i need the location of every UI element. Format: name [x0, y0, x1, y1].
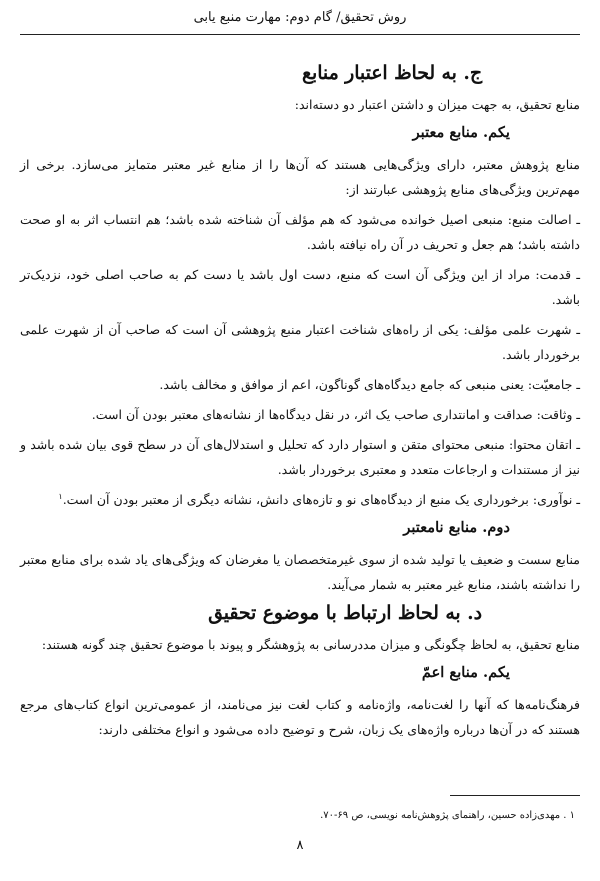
footnote: ۱ . مهدی‌زاده حسین، راهنمای پژوهش‌نامه نویسی، ص ۶۹-۷۰. [320, 810, 575, 821]
paragraph-credibility-intro: منابع تحقیق، به جهت میزان و داشتن اعتبار دو دسته‌اند: [294, 97, 580, 112]
subheading-general-sources: یکم. منابع اعمّ [421, 664, 510, 681]
paragraph-relevance-intro: منابع تحقیق، به لحاظ چگونگی و میزان مددرسانی به پژوهشگر و پیوند با موضوع تحقیق چند گونه هستند: [41, 637, 580, 652]
footnote-rule [450, 795, 580, 796]
list-item-comprehensiveness: ـ جامعیّت: یعنی منبعی که جامع دیدگاه‌های گوناگون، اعم از موافق و مخالف باشد. [159, 377, 580, 392]
page-number: ۸ [296, 838, 304, 853]
list-item-innovation [20, 487, 580, 512]
paragraph-uncredible-sources: منابع سست و ضعیف یا تولید شده از سوی غیرمتخصصان یا مغرضان که ویژگی‌های یاد شده برای منابع معتبر را نداشته باشند، منابع غیر معتبر به شمار می‌آیند. [20, 552, 580, 592]
list-item-authenticity: ـ اصالت منبع: منبعی اصیل خوانده می‌شود که هم مؤلف آن شناخته شده باشد؛ هم انتساب اثر به او صحت داشته باشد؛ هم جعل و تحریف در آن راه نیافته باشد. [20, 212, 580, 252]
section-heading-relevance: د. به لحاظ ارتباط با موضوع تحقیق [208, 602, 482, 624]
running-header: روش تحقیق/ گام دوم: مهارت منبع یابی [193, 10, 407, 25]
paragraph-credible-intro: منابع پژوهش معتبر، دارای ویژگی‌هایی هستند که آن‌ها را از منابع غیر معتبر متمایز می‌سازد. برخی از مهم‌ترین ویژگی‌های منابع پژوهشی عبارتند از: [20, 157, 580, 197]
subheading-credible-sources: یکم. منابع معتبر [412, 124, 510, 141]
body-text [20, 62, 580, 742]
list-item-content-soundness: ـ اتقان محتوا: منبعی محتوای متقن و استوار دارد که تحلیل و استدلال‌های آن در سطح قوی بیان شده باشد و نیز از مستندات و ارجاعات متعدد و معتبری برخوردار باشد. [20, 437, 580, 477]
list-item-antiquity: ـ قدمت: مراد از این ویژگی آن است که منبع، دست اول باشد یا دست کم به صاحب اصلی خود، نزدیک‌تر باشد. [20, 267, 580, 307]
section-heading-credibility: ج. به لحاظ اعتبار منابع [302, 62, 482, 84]
list-item-reliability: ـ وثاقت: صداقت و امانتداری صاحب یک اثر، در نقل دیدگاه‌ها از نشانه‌های معتبر بودن آن است. [91, 407, 580, 422]
header-rule [20, 34, 580, 35]
subheading-uncredible-sources: دوم. منابع نامعتبر [403, 519, 510, 536]
footnote-reference[interactable]: ۱ [58, 491, 63, 501]
list-item-author-reputation: ـ شهرت علمی مؤلف: یکی از راه‌های شناخت اعتبار منبع پژوهشی آن است که صاحب آن از شهرت علمی برخوردار باشد. [20, 322, 580, 362]
list-item-innovation-text: ـ نوآوری: برخورداری یک منبع از دیدگاه‌های نو و تازه‌های دانش، نشانه دیگری از معتبر بودن آن است. [62, 492, 580, 507]
paragraph-dictionaries: فرهنگ‌نامه‌ها که آنها را لغت‌نامه، واژه‌نامه و کتاب لغت نیز می‌نامند، از عمومی‌ترین انواع کتاب‌های مرجع هستند که در آن‌ها درباره واژه‌های یک زبان، شرح و توضیح داده می‌شود و انواع مختلفی دارند: [20, 697, 580, 737]
